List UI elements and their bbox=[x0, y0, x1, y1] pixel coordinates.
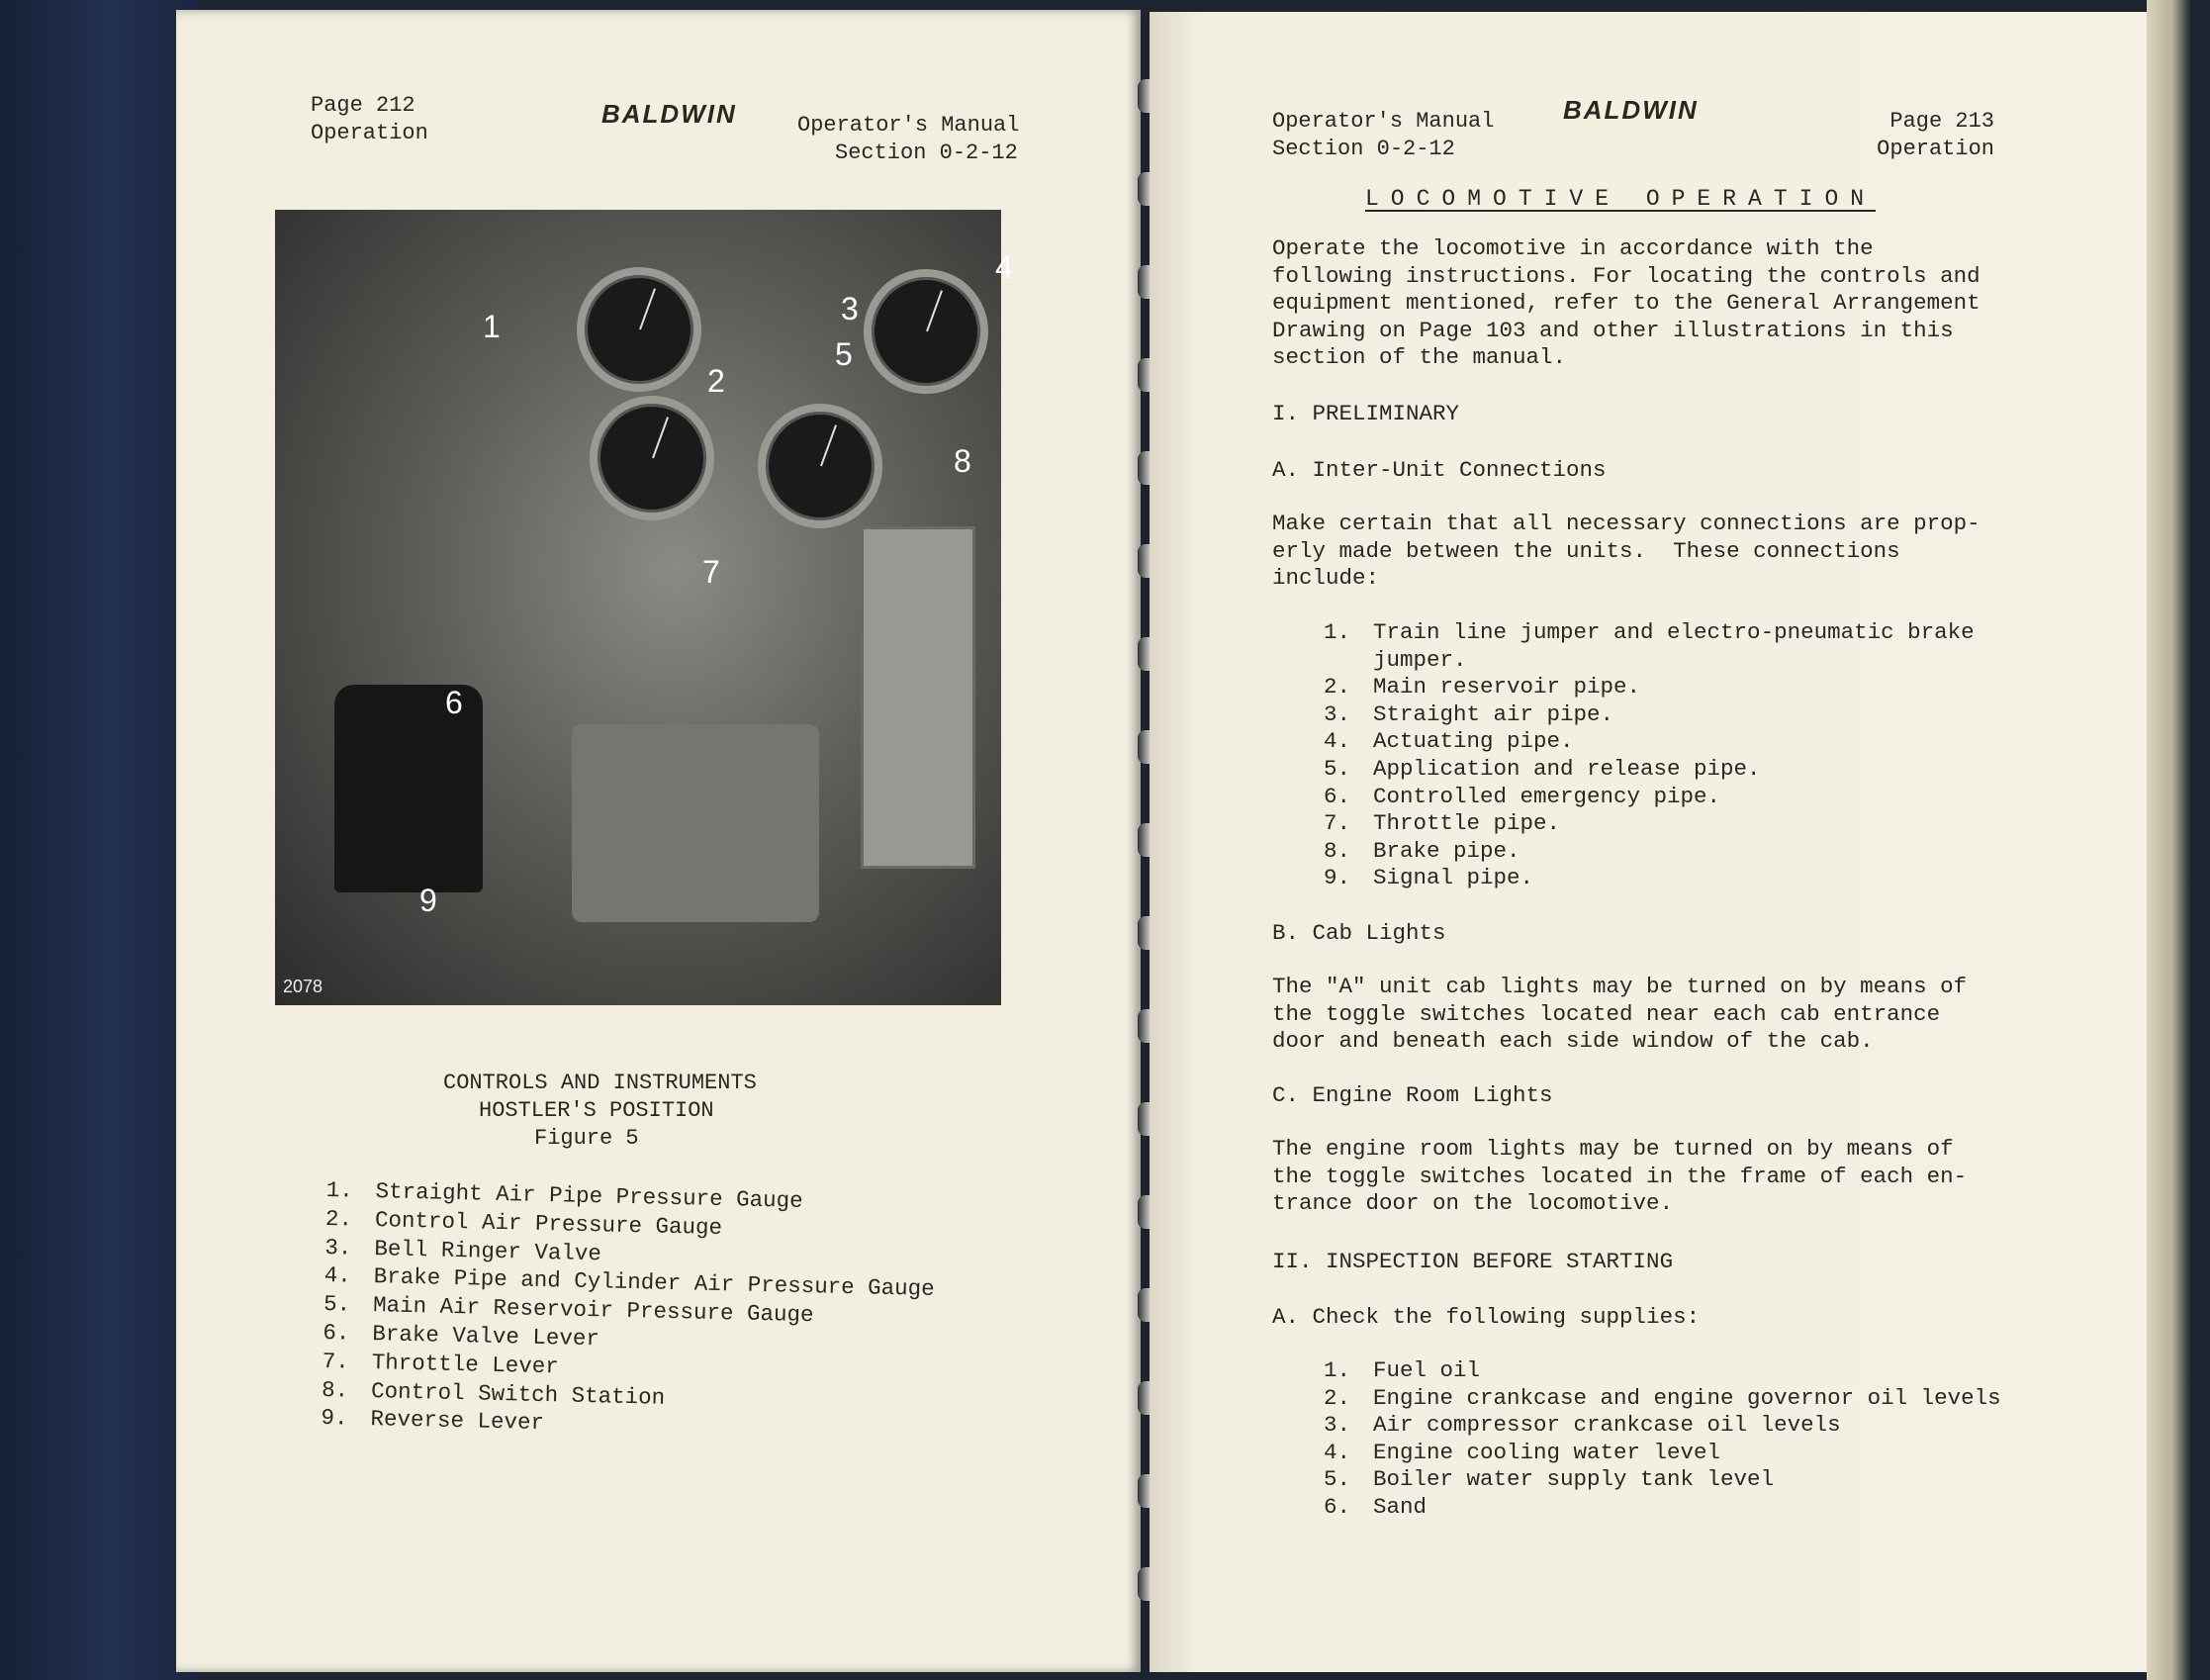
figure-legend bbox=[321, 1177, 937, 1447]
subsection-c-heading: C. Engine Room Lights bbox=[1272, 1082, 1553, 1108]
photo-number: 2078 bbox=[283, 977, 323, 996]
list-item: jumper. bbox=[1373, 646, 1467, 673]
left-page-number: Page 212 bbox=[311, 93, 415, 118]
right-section-number: Section 0-2-12 bbox=[1272, 137, 1455, 161]
callout-5: 5 bbox=[835, 336, 853, 372]
connections-paragraph: Make certain that all necessary connections are prop- erly made between the units. These connections include: bbox=[1272, 511, 1980, 591]
legend-item: 3. Bell Ringer Valve bbox=[324, 1234, 602, 1266]
callout-4: 4 bbox=[995, 249, 1013, 285]
connections-list bbox=[1324, 619, 1975, 892]
section-2-subsection-a-heading: A. Check the following supplies: bbox=[1272, 1304, 1701, 1330]
gauge-4-icon bbox=[864, 269, 988, 394]
callout-3: 3 bbox=[841, 291, 859, 327]
legend-item: 2. Control Air Pressure Gauge bbox=[324, 1205, 723, 1241]
list-item: 5. Boiler water supply tank level bbox=[1324, 1466, 1775, 1493]
list-item: 1. Train line jumper and electro-pneumatic brake bbox=[1324, 619, 1975, 645]
legend-item: 9. Reverse Lever bbox=[321, 1405, 545, 1437]
page-title: LOCOMOTIVE OPERATION bbox=[1365, 186, 1877, 212]
figure-photo bbox=[275, 210, 1013, 1005]
callout-7: 7 bbox=[702, 554, 720, 590]
subsection-b-heading: B. Cab Lights bbox=[1272, 920, 1446, 946]
list-item: 9. Signal pipe. bbox=[1324, 865, 1534, 891]
left-manual-title: Operator's Manual bbox=[797, 113, 1020, 138]
list-item: 3. Straight air pipe. bbox=[1324, 700, 1614, 727]
list-item: 8. Brake pipe. bbox=[1324, 837, 1520, 864]
legend-item: 1. Straight Air Pipe Pressure Gauge bbox=[325, 1177, 803, 1214]
list-item: 2. Engine crankcase and engine governor oil levels bbox=[1324, 1384, 2001, 1411]
right-page-category: Operation bbox=[1877, 137, 1994, 161]
cab-lights-paragraph: The "A" unit cab lights may be turned on by means of the toggle switches located near each cab entrance door and beneath each side window of the cab. bbox=[1272, 974, 1968, 1054]
engine-room-lights-paragraph: The engine room lights may be turned on by means of the toggle switches located in the frame of each en- trance door on the locomotive. bbox=[1272, 1136, 1968, 1216]
right-manual-title: Operator's Manual bbox=[1272, 109, 1495, 134]
caption-line-2: HOSTLER'S POSITION bbox=[479, 1098, 714, 1123]
list-item: 4. Engine cooling water level bbox=[1324, 1439, 1721, 1465]
caption-figure-label: Figure 5 bbox=[534, 1126, 639, 1151]
list-item: 6. Controlled emergency pipe. bbox=[1324, 783, 1721, 809]
gauge-2-icon bbox=[590, 396, 714, 520]
page-stack-edge bbox=[2147, 0, 2210, 1680]
list-item: 5. Application and release pipe. bbox=[1324, 755, 1761, 782]
right-page-number: Page 213 bbox=[1889, 109, 1994, 134]
list-item: 2. Main reservoir pipe. bbox=[1324, 674, 1641, 700]
callout-2: 2 bbox=[707, 363, 725, 399]
legend-item: 7. Throttle Lever bbox=[322, 1348, 560, 1380]
list-item: 7. Throttle pipe. bbox=[1324, 810, 1561, 837]
list-item: 6. Sand bbox=[1324, 1493, 1427, 1520]
gauge-1-icon bbox=[577, 267, 701, 392]
list-item: 1. Fuel oil bbox=[1324, 1357, 1481, 1383]
book-cover bbox=[0, 0, 198, 1680]
section-2-heading: II. INSPECTION BEFORE STARTING bbox=[1272, 1249, 1674, 1274]
callout-9: 9 bbox=[419, 883, 437, 918]
intro-paragraph: Operate the locomotive in accordance with the following instructions. For locating the controls and equipment mentioned, refer to the General Arrangement Drawing on Page 103 and other illustrations in this section of the manual. bbox=[1272, 235, 1980, 370]
list-item: 4. Actuating pipe. bbox=[1324, 728, 1574, 755]
gauge-5-icon bbox=[758, 404, 882, 528]
right-page bbox=[1150, 12, 2147, 1672]
left-section-number: Section 0-2-12 bbox=[835, 140, 1018, 165]
subsection-a-heading: A. Inter-Unit Connections bbox=[1272, 457, 1607, 483]
legend-item: 6. Brake Valve Lever bbox=[322, 1319, 600, 1353]
valve-body-shape bbox=[572, 724, 819, 922]
caption-line-1: CONTROLS AND INSTRUMENTS bbox=[443, 1071, 757, 1095]
left-page-category: Operation bbox=[311, 121, 428, 145]
legend-item: 4. Brake Pipe and Cylinder Air Pressure Gauge bbox=[323, 1262, 935, 1303]
section-1-heading: I. PRELIMINARY bbox=[1272, 401, 1460, 426]
control-switch-box bbox=[861, 526, 975, 869]
callout-6: 6 bbox=[445, 685, 463, 720]
callout-1: 1 bbox=[483, 309, 501, 344]
right-brand-logo: BALDWIN bbox=[1563, 95, 1699, 125]
legend-item: 5. Main Air Reservoir Pressure Gauge bbox=[322, 1291, 814, 1329]
left-brand-logo: BALDWIN bbox=[601, 99, 737, 129]
list-item: 3. Air compressor crankcase oil levels bbox=[1324, 1412, 1841, 1439]
legend-item: 8. Control Switch Station bbox=[321, 1376, 666, 1411]
supplies-list bbox=[1324, 1357, 2001, 1522]
left-page bbox=[176, 10, 1141, 1672]
callout-8: 8 bbox=[954, 443, 971, 479]
